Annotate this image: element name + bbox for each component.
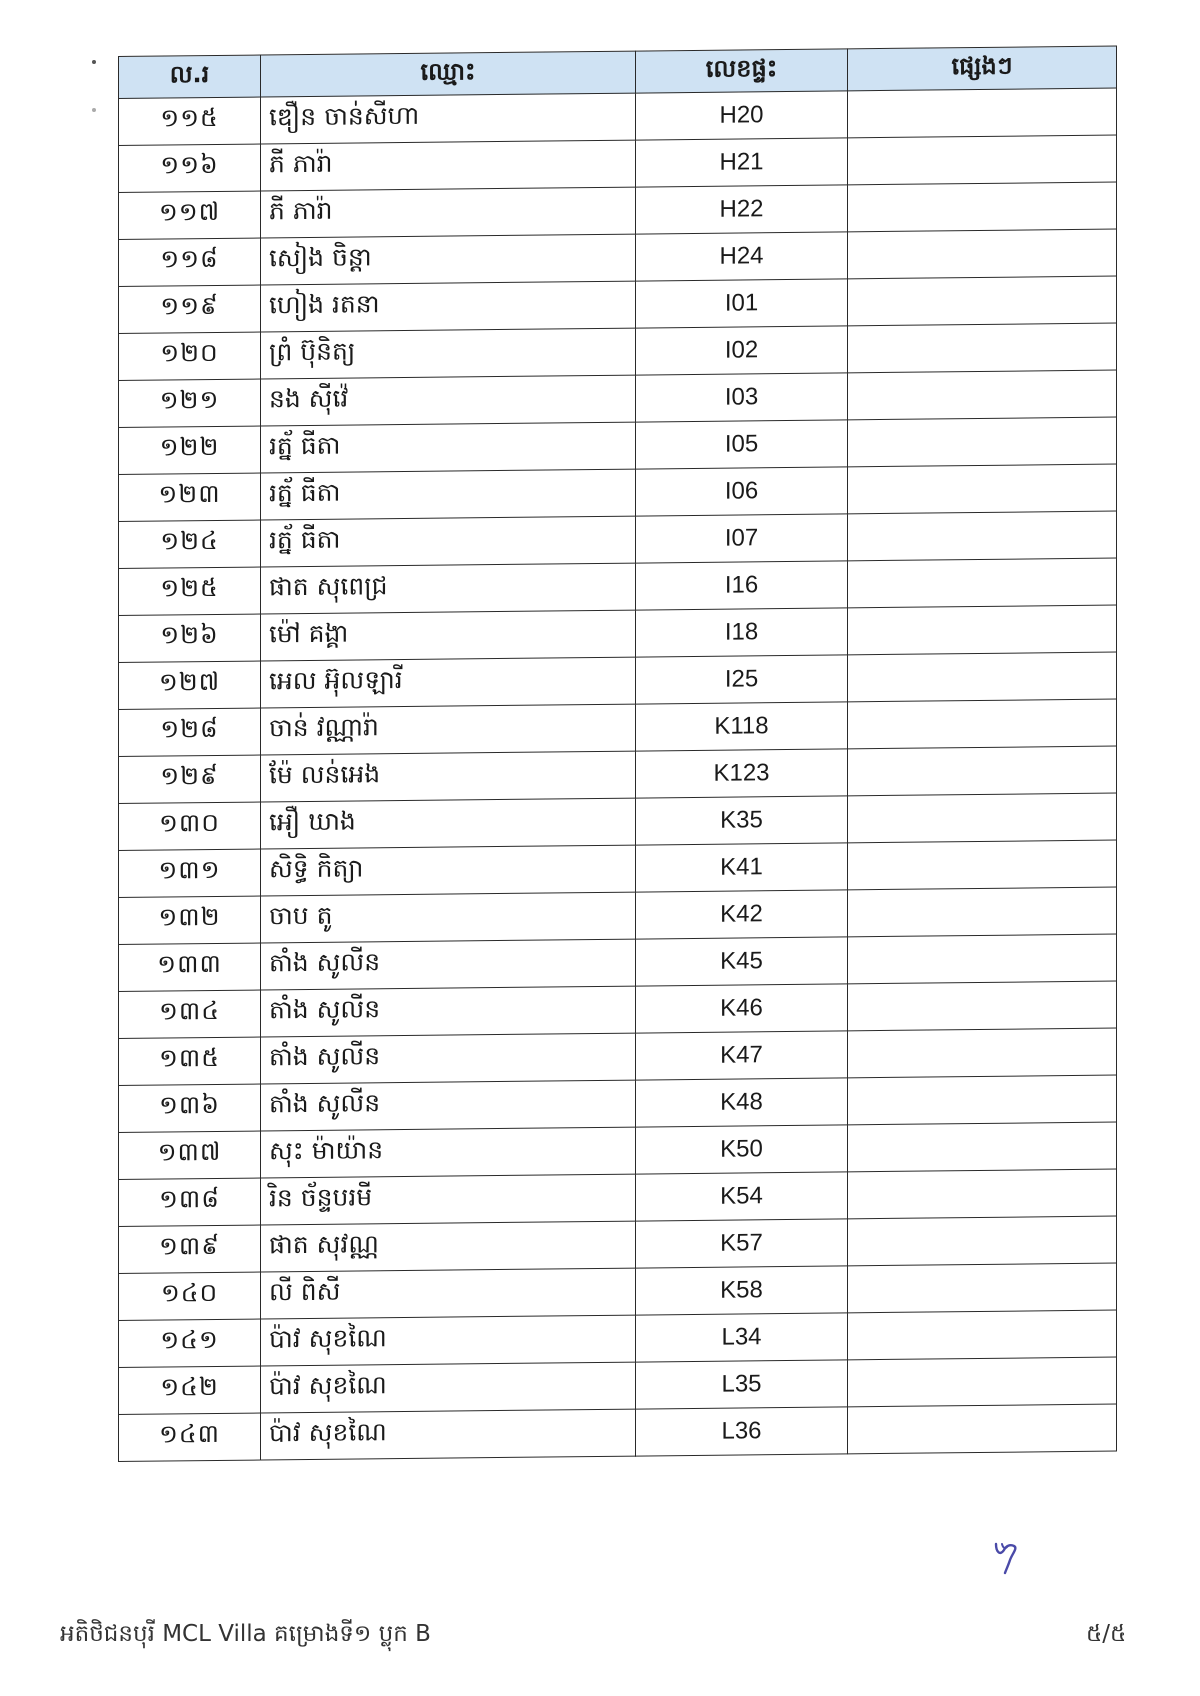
- other-note: [848, 605, 1117, 655]
- row-number: ១៣៣: [119, 943, 261, 991]
- customer-name: ម៉ែ លន់អេង: [261, 751, 636, 802]
- header-other: ផ្សេងៗ: [848, 46, 1117, 91]
- customer-name: អេល អ៊ុលឡារី: [261, 657, 636, 708]
- other-note: [848, 182, 1117, 232]
- house-number: K54: [636, 1172, 848, 1221]
- house-number: K45: [636, 937, 848, 986]
- other-note: [848, 887, 1117, 937]
- footer-title: អតិថិជនបុរី MCL Villa គម្រោងទី១ ប្លុក B: [60, 1621, 431, 1647]
- house-number: L34: [636, 1313, 848, 1362]
- row-number: ១៣១: [119, 849, 261, 897]
- row-number: ១១៧: [119, 191, 261, 239]
- house-number: I05: [636, 420, 848, 469]
- house-number: K48: [636, 1078, 848, 1127]
- other-note: [848, 323, 1117, 373]
- customer-name: ចាប តូ: [261, 892, 636, 943]
- customer-name: ផាត សុពេជ្រ: [261, 563, 636, 614]
- row-number: ១៤១: [119, 1319, 261, 1367]
- house-number: K118: [636, 702, 848, 751]
- customer-name: ប៉ាវ សុខណៃ: [261, 1409, 636, 1460]
- customer-name: រត្ន័ ធីតា: [261, 469, 636, 520]
- other-note: [848, 1310, 1117, 1360]
- customer-name: ឌឿន ចាន់សីហា: [261, 93, 636, 144]
- row-number: ១២៧: [119, 661, 261, 709]
- other-note: [848, 981, 1117, 1031]
- customer-name: ប៉ាវ សុខណៃ: [261, 1362, 636, 1413]
- customer-name: រិន ច័ន្ទបរមី: [261, 1174, 636, 1225]
- table-body: [119, 88, 1117, 1461]
- customer-name: លី ពិសី: [261, 1268, 636, 1319]
- row-number: ១៤៣: [119, 1413, 261, 1461]
- house-number: L35: [636, 1360, 848, 1409]
- house-number: L36: [636, 1407, 848, 1456]
- customer-name: សិទ្ធិ កិត្យា: [261, 845, 636, 896]
- other-note: [848, 276, 1117, 326]
- other-note: [848, 229, 1117, 279]
- row-number: ១៣៩: [119, 1225, 261, 1273]
- customer-name: ប៉ាវ សុខណៃ: [261, 1315, 636, 1366]
- customer-name: តាំង សូលីន: [261, 1080, 636, 1131]
- row-number: ១១៨: [119, 238, 261, 286]
- row-number: ១៣៦: [119, 1084, 261, 1132]
- row-number: ១១៥: [119, 97, 261, 145]
- house-number: I06: [636, 467, 848, 516]
- customer-name: តាំង សូលីន: [261, 939, 636, 990]
- other-note: [848, 652, 1117, 702]
- other-note: [848, 464, 1117, 514]
- row-number: ១២៤: [119, 520, 261, 568]
- other-note: [848, 699, 1117, 749]
- house-number: I01: [636, 279, 848, 328]
- row-number: ១៣៥: [119, 1037, 261, 1085]
- house-number: H21: [636, 138, 848, 187]
- house-number: H24: [636, 232, 848, 281]
- row-number: ១៣០: [119, 802, 261, 850]
- customer-name: នង ស៊ីវ៉េ: [261, 375, 636, 426]
- margin-dot: [92, 108, 96, 112]
- customer-name: ហៀង រតនា: [261, 281, 636, 332]
- customer-name: តាំង សូលីន: [261, 1033, 636, 1084]
- row-number: ១២០: [119, 332, 261, 380]
- customer-name: អឿ ឃាង: [261, 798, 636, 849]
- customer-name: ភី ភារ៉ា: [261, 140, 636, 191]
- other-note: [848, 88, 1117, 138]
- house-number: I07: [636, 514, 848, 563]
- other-note: [848, 1122, 1117, 1172]
- header-house-no: លេខផ្ទះ: [636, 49, 848, 93]
- row-number: ១២៣: [119, 473, 261, 521]
- other-note: [848, 558, 1117, 608]
- row-number: ១៣៤: [119, 990, 261, 1038]
- customer-name: ចាន់ វណ្ណារ៉ា: [261, 704, 636, 755]
- other-note: [848, 1075, 1117, 1125]
- customer-name: ព្រំ ប៊ុនិត្យ: [261, 328, 636, 379]
- house-number: K35: [636, 796, 848, 845]
- handwritten-initial: [990, 1540, 1024, 1576]
- other-note: [848, 1404, 1117, 1454]
- other-note: [848, 417, 1117, 467]
- customer-name: សៀង ចិន្តា: [261, 234, 636, 285]
- other-note: [848, 1216, 1117, 1266]
- header-no: ល.រ: [119, 55, 261, 98]
- other-note: [848, 135, 1117, 185]
- house-number: K46: [636, 984, 848, 1033]
- house-number: K57: [636, 1219, 848, 1268]
- row-number: ១៣៨: [119, 1178, 261, 1226]
- row-number: ១១៩: [119, 285, 261, 333]
- row-number: ១២៥: [119, 567, 261, 615]
- row-number: ១២៦: [119, 614, 261, 662]
- row-number: ១៣៧: [119, 1131, 261, 1179]
- row-number: ១១៦: [119, 144, 261, 192]
- row-number: ១៤២: [119, 1366, 261, 1414]
- header-name: ឈ្មោះ: [261, 51, 636, 97]
- house-number: I25: [636, 655, 848, 704]
- house-number: I02: [636, 326, 848, 375]
- other-note: [848, 746, 1117, 796]
- table-row: [119, 1404, 1117, 1461]
- customer-name: រត្ន័ ធីតា: [261, 516, 636, 567]
- row-number: ១៣២: [119, 896, 261, 944]
- other-note: [848, 1169, 1117, 1219]
- house-number: K42: [636, 890, 848, 939]
- other-note: [848, 1357, 1117, 1407]
- house-number: I18: [636, 608, 848, 657]
- customer-name: សុះ ម៉ាយ៉ាន: [261, 1127, 636, 1178]
- other-note: [848, 793, 1117, 843]
- customer-name: ម៉ៅ គង្គា: [261, 610, 636, 661]
- other-note: [848, 511, 1117, 561]
- house-number: K47: [636, 1031, 848, 1080]
- page-number: ៥/៥: [1086, 1621, 1127, 1647]
- row-number: ១២៨: [119, 708, 261, 756]
- row-number: ១៤០: [119, 1272, 261, 1320]
- customer-name: ភី ភារ៉ា: [261, 187, 636, 238]
- house-number: I03: [636, 373, 848, 422]
- other-note: [848, 1028, 1117, 1078]
- row-number: ១២៩: [119, 755, 261, 803]
- customer-name: រត្ន័ ធីតា: [261, 422, 636, 473]
- house-number: H20: [636, 91, 848, 140]
- other-note: [848, 1263, 1117, 1313]
- other-note: [848, 840, 1117, 890]
- margin-dot: [92, 60, 96, 64]
- house-number: K41: [636, 843, 848, 892]
- customer-name: តាំង សូលីន: [261, 986, 636, 1037]
- other-note: [848, 370, 1117, 420]
- other-note: [848, 934, 1117, 984]
- row-number: ១២១: [119, 379, 261, 427]
- row-number: ១២២: [119, 426, 261, 474]
- house-number: I16: [636, 561, 848, 610]
- house-number: K123: [636, 749, 848, 798]
- house-number: H22: [636, 185, 848, 234]
- house-number: K58: [636, 1266, 848, 1315]
- house-number: K50: [636, 1125, 848, 1174]
- customer-name: ផាត សុវណ្ណ: [261, 1221, 636, 1272]
- roster-table: [118, 46, 1117, 1462]
